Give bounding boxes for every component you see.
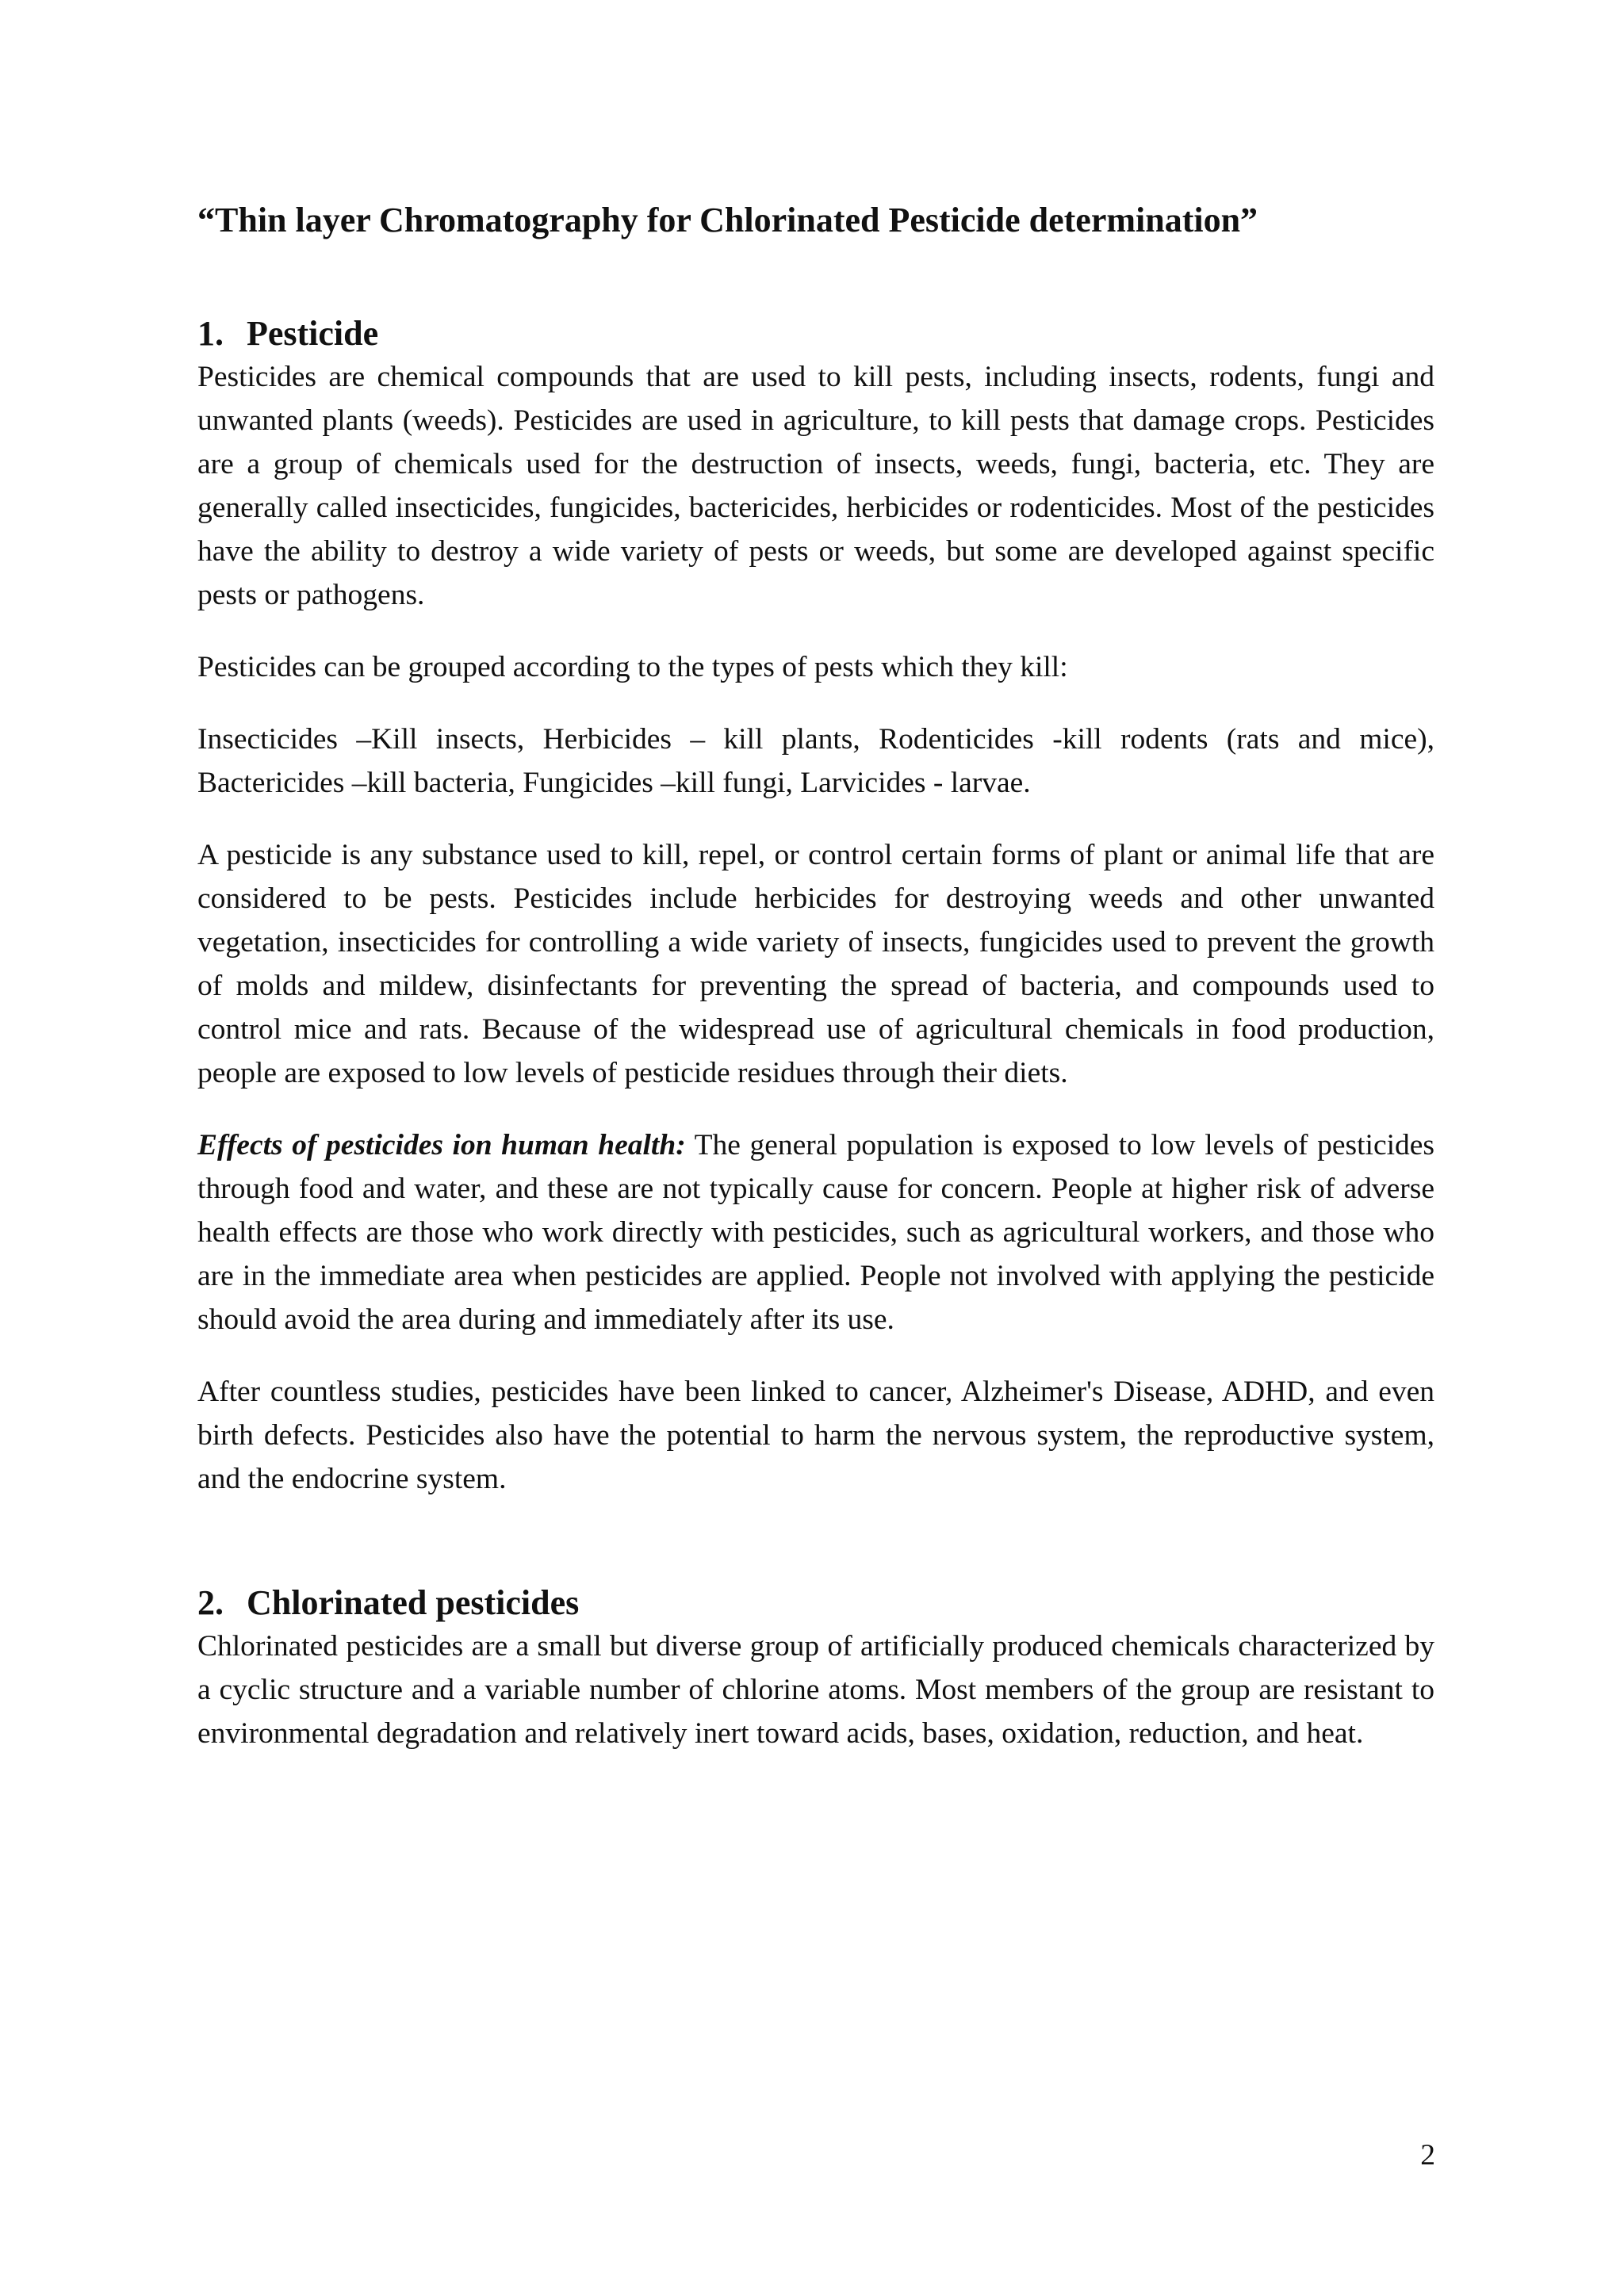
section-heading-chlorinated-pesticides bbox=[197, 1582, 1434, 1624]
paragraph: Pesticides can be grouped according to the types of pests which they kill: bbox=[197, 651, 1068, 683]
document-body bbox=[197, 197, 1434, 1755]
section-number: 2. bbox=[197, 1583, 224, 1622]
section-title: Pesticide bbox=[247, 314, 379, 353]
paragraph: Chlorinated pesticides are a small but diverse group of artificially produced chemicals characterized by a cyclic structure and a variable number of chlorine atoms. Most members of the group are resistant to environmental degradation and relatively inert toward acids, bases, oxidation, reduction, and heat. bbox=[197, 1630, 1434, 1750]
paragraph: A pesticide is any substance used to kill, repel, or control certain forms of plant or animal life that are considered to be pests. Pesticides include herbicides for destroying weeds and other unwanted vegetation, insecticides for controlling a wide variety of insects, fungicides used to prevent the growth of molds and mildew, disinfectants for preventing the spread of bacteria, and compounds used to control mice and rats. Because of the widespread use of agricultural chemicals in food production, people are exposed to low levels of pesticide residues through their diets. bbox=[197, 839, 1434, 1089]
section-title: Chlorinated pesticides bbox=[247, 1583, 580, 1622]
paragraph: Pesticides are chemical compounds that are used to kill pests, including insects, rodents, fungi and unwanted plants (weeds). Pesticides are used in agriculture, to kill pests that damage crops. Pesticides are a group of chemicals used for the destruction of insects, weeds, fungi, bacteria, etc. They are generally called insecticides, fungicides, bactericides, herbicides or rodenticides. Most of the pesticides have the ability to destroy a wide variety of pests or weeds, but some are developed against specific pests or pathogens. bbox=[197, 361, 1434, 611]
section-heading-pesticide bbox=[197, 312, 1434, 355]
effects-paragraph bbox=[197, 1123, 1434, 1341]
paragraph: Insecticides –Kill insects, Herbicides – kill plants, Rodenticides -kill rodents (rats and mice), Bactericides –kill bacteria, Fungicides –kill fungi, Larvicides - larvae. bbox=[197, 723, 1434, 799]
paragraph: After countless studies, pesticides have been linked to cancer, Alzheimer's Disease, ADHD, and even birth defects. Pesticides also have the potential to harm the nervous system, the reproductive system, and the endocrine system. bbox=[197, 1376, 1434, 1495]
effects-text: The general population is exposed to low levels of pesticides through food and water, and these are not typically cause for concern. People at higher risk of adverse health effects are those who work directly with pesticides, such as agricultural workers, and those who are in the immediate area when pesticides are applied. People not involved with applying the pesticide should avoid the area during and immediately after its use. bbox=[197, 1129, 1434, 1336]
effects-lead: Effects of pesticides ion human health: bbox=[197, 1129, 686, 1161]
page-number: 2 bbox=[1420, 2139, 1435, 2172]
section-number: 1. bbox=[197, 314, 224, 353]
document-title: “Thin layer Chromatography for Chlorinated Pesticide determination” bbox=[197, 201, 1258, 239]
